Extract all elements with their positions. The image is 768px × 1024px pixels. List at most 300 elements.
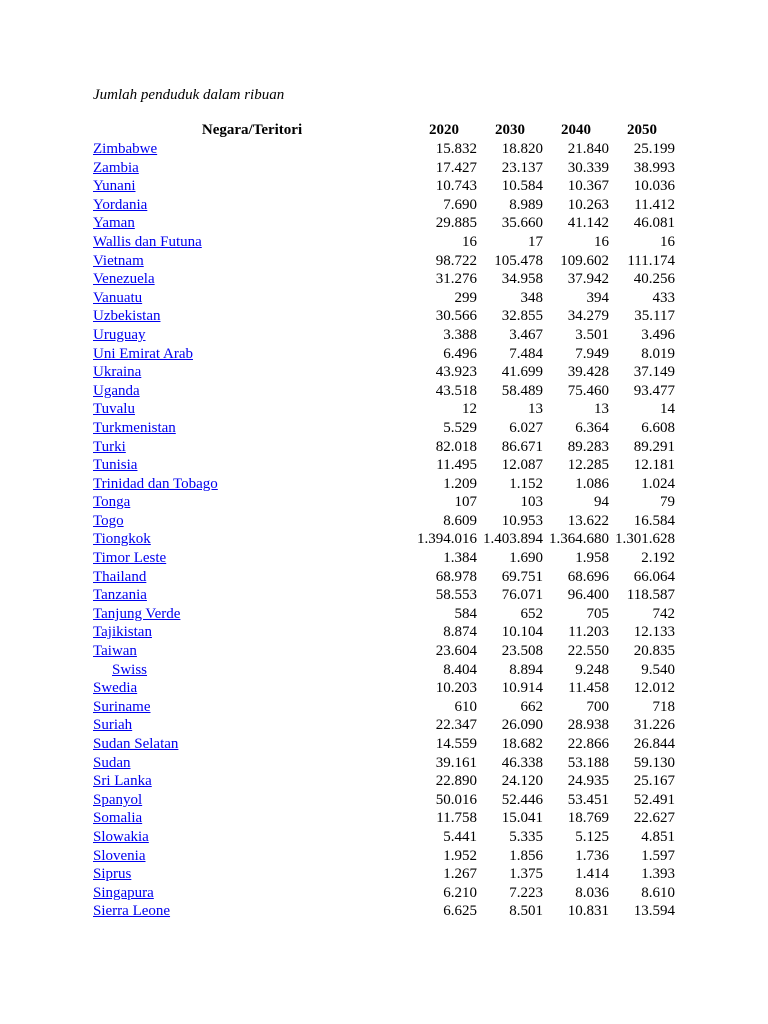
population-2020-cell: 43.518: [435, 382, 477, 399]
population-2040-cell: 394: [586, 289, 609, 306]
country-cell: [93, 326, 411, 345]
population-2050-cell: 11.412: [634, 196, 675, 213]
table-row: [93, 214, 675, 233]
population-2020-cell: 10.743: [435, 178, 477, 195]
table-row: [93, 661, 675, 680]
country-link[interactable]: Thailand: [93, 568, 147, 585]
population-2050-cell: 35.117: [634, 308, 675, 325]
country-cell: [93, 475, 411, 494]
country-link[interactable]: Swedia: [93, 680, 138, 697]
population-2040-cell: 5.125: [575, 828, 609, 845]
population-2050-cell: 4.851: [641, 828, 675, 845]
population-2050-cell: 66.064: [633, 568, 675, 585]
population-2020-cell: 15.832: [435, 141, 477, 157]
country-cell: [93, 828, 411, 847]
population-2030-cell: 24.120: [501, 773, 543, 790]
population-2040-cell: 10.831: [567, 903, 609, 920]
population-2030-cell: 10.104: [501, 624, 543, 641]
population-2020-cell: 1.384: [443, 550, 477, 567]
population-2040-cell: 34.279: [567, 308, 609, 325]
country-link[interactable]: Tajikistan: [93, 624, 152, 641]
country-link[interactable]: Wallis dan Futuna: [93, 233, 202, 250]
population-2050-cell: 8.019: [641, 345, 675, 362]
population-2040-cell: 700: [586, 698, 609, 715]
population-2020-cell: 16: [462, 233, 477, 250]
country-link[interactable]: Suriname: [93, 698, 151, 715]
population-2040-cell: 6.364: [575, 419, 609, 436]
country-cell: [93, 568, 411, 587]
population-2050-cell: 10.036: [633, 178, 675, 195]
header-country: Negara/Teritori: [201, 122, 303, 138]
population-2020-cell: 31.276: [435, 271, 477, 288]
population-2020-cell: 6.625: [443, 903, 477, 920]
country-link[interactable]: Vanuatu: [93, 289, 143, 306]
population-2050-cell: 9.540: [641, 661, 675, 678]
population-2040-cell: 96.400: [567, 587, 609, 604]
table-row: [93, 791, 675, 810]
country-cell: [93, 252, 411, 271]
population-2020-cell: 98.722: [435, 252, 477, 269]
population-2030-cell: 26.090: [501, 717, 543, 734]
population-2030-cell: 69.751: [501, 568, 543, 585]
population-2040-cell: 13: [594, 401, 609, 418]
population-2030-cell: 23.137: [501, 159, 543, 176]
population-2030-cell: 17: [528, 233, 543, 250]
population-2040-cell: 1.736: [575, 847, 609, 864]
country-link[interactable]: Vietnam: [93, 252, 144, 269]
country-link[interactable]: Yunani: [93, 178, 136, 195]
population-2040-cell: 16: [594, 233, 609, 250]
population-2050-cell: 12.012: [633, 680, 675, 697]
country-cell: [93, 586, 411, 605]
country-cell: [93, 270, 411, 289]
table-row: [93, 828, 675, 847]
header-2030: 2030: [495, 122, 525, 138]
population-2050-cell: 38.993: [633, 159, 675, 176]
population-2040-cell: 39.428: [567, 364, 609, 381]
population-2050-cell: 89.291: [633, 438, 675, 455]
table-row: [93, 438, 675, 457]
population-2040-cell: 109.602: [560, 252, 609, 269]
population-2020-cell: 82.018: [435, 438, 477, 455]
country-link[interactable]: Tanjung Verde: [93, 605, 181, 622]
population-2050-cell: 25.199: [633, 141, 675, 157]
table-row: [93, 512, 675, 531]
population-2020-cell: 8.609: [443, 512, 477, 529]
population-2040-cell: 68.696: [567, 568, 609, 585]
country-cell: [93, 847, 411, 866]
country-cell: [93, 512, 411, 531]
population-2040-cell: 37.942: [567, 271, 609, 288]
country-link[interactable]: Tunisia: [93, 457, 138, 474]
population-2040-cell: 1.086: [575, 475, 609, 492]
population-2020-cell: 8.404: [443, 661, 477, 678]
table-row: [93, 884, 675, 903]
country-cell: [93, 419, 411, 438]
country-link[interactable]: Sudan Selatan: [93, 736, 179, 752]
table-row: [93, 419, 675, 438]
population-2040-cell: 24.935: [567, 773, 609, 790]
population-2020-cell: 8.874: [443, 624, 477, 641]
country-link[interactable]: Tuvalu: [93, 401, 135, 418]
population-2050-cell: 6.608: [641, 419, 675, 436]
population-2020-cell: 22.347: [435, 717, 477, 734]
table-row: [93, 642, 675, 661]
country-cell: [93, 865, 411, 884]
population-2030-cell: 652: [520, 605, 543, 622]
country-link[interactable]: Uganda: [93, 382, 140, 399]
country-link[interactable]: Timor Leste: [93, 550, 167, 567]
table-row: [93, 493, 675, 512]
population-2030-cell: 34.958: [501, 271, 543, 288]
table-row: [93, 549, 675, 568]
country-cell: [93, 438, 411, 457]
population-table: [93, 121, 675, 921]
population-2020-cell: 299: [454, 289, 477, 306]
country-cell: [93, 363, 411, 382]
table-row: [93, 475, 675, 494]
table-row: [93, 456, 675, 475]
population-2020-cell: 7.690: [443, 196, 477, 213]
population-2030-cell: 7.223: [509, 884, 543, 901]
country-link[interactable]: Spanyol: [93, 791, 143, 808]
table-row: [93, 809, 675, 828]
country-cell: [93, 642, 411, 661]
population-2040-cell: 22.866: [567, 736, 609, 752]
country-link[interactable]: Sudan: [93, 754, 131, 771]
table-row: [93, 252, 675, 271]
population-2030-cell: 86.671: [501, 438, 543, 455]
population-2040-cell: 28.938: [567, 717, 609, 734]
population-2020-cell: 17.427: [435, 159, 477, 176]
population-2030-cell: 7.484: [509, 345, 543, 362]
population-2030-cell: 12.087: [501, 457, 543, 474]
population-2020-cell: 1.267: [443, 866, 477, 883]
table-row: [93, 605, 675, 624]
country-link[interactable]: Yordania: [93, 196, 148, 213]
population-2040-cell: 3.501: [575, 326, 609, 343]
table-caption: Jumlah penduduk dalam ribuan: [93, 87, 285, 103]
country-cell: [93, 177, 411, 196]
population-2030-cell: 1.403.894: [483, 531, 543, 548]
population-2020-cell: 68.978: [435, 568, 477, 585]
population-2020-cell: 1.394.016: [417, 531, 477, 548]
population-2020-cell: 39.161: [435, 754, 477, 771]
table-row: [93, 140, 675, 159]
population-2050-cell: 433: [652, 289, 675, 306]
table-row: [93, 865, 675, 884]
population-2040-cell: 10.367: [567, 178, 609, 195]
country-link[interactable]: Tiongkok: [93, 531, 151, 548]
country-cell: [93, 382, 411, 401]
population-2020-cell: 5.529: [443, 419, 477, 436]
table-row: [93, 698, 675, 717]
country-link[interactable]: Sri Lanka: [93, 773, 152, 790]
population-2030-cell: 10.914: [501, 680, 543, 697]
population-2030-cell: 46.338: [501, 754, 543, 771]
population-2020-cell: 43.923: [435, 364, 477, 381]
population-2030-cell: 1.375: [509, 866, 543, 883]
country-link[interactable]: Venezuela: [93, 271, 155, 288]
population-2030-cell: 15.041: [501, 810, 543, 827]
population-2030-cell: 1.856: [509, 847, 543, 864]
population-2050-cell: 13.594: [633, 903, 675, 920]
country-link[interactable]: Somalia: [93, 810, 143, 827]
country-cell: [93, 289, 411, 308]
population-2040-cell: 10.263: [567, 196, 609, 213]
country-cell: [93, 400, 411, 419]
population-2020-cell: 6.210: [443, 884, 477, 901]
country-link[interactable]: Swiss: [112, 661, 148, 678]
population-2020-cell: 610: [454, 698, 477, 715]
table-row: [93, 568, 675, 587]
population-2020-cell: 50.016: [435, 791, 477, 808]
country-cell: [93, 716, 411, 735]
population-2050-cell: 118.587: [626, 587, 675, 604]
population-2050-cell: 16: [660, 233, 675, 250]
country-cell: [93, 791, 411, 810]
country-link[interactable]: Zambia: [93, 159, 139, 176]
population-2020-cell: 10.203: [435, 680, 477, 697]
population-2050-cell: 742: [652, 605, 675, 622]
population-2020-cell: 1.952: [443, 847, 477, 864]
population-2040-cell: 21.840: [567, 141, 609, 157]
header-2050: 2050: [627, 122, 657, 138]
header-2040: 2040: [561, 122, 591, 138]
table-row: [93, 735, 675, 754]
population-2050-cell: 22.627: [633, 810, 675, 827]
country-cell: [93, 902, 411, 921]
population-2020-cell: 23.604: [435, 643, 477, 660]
country-cell: [93, 233, 411, 252]
population-2030-cell: 1.152: [509, 475, 543, 492]
population-2050-cell: 14: [660, 401, 675, 418]
population-2050-cell: 46.081: [633, 215, 675, 232]
population-2050-cell: 2.192: [641, 550, 675, 567]
table-header-row: [93, 121, 675, 140]
population-2030-cell: 76.071: [501, 587, 543, 604]
population-2050-cell: 718: [652, 698, 675, 715]
population-2040-cell: 89.283: [567, 438, 609, 455]
population-2030-cell: 5.335: [509, 828, 543, 845]
country-link[interactable]: Ukraina: [93, 364, 142, 381]
table-row: [93, 307, 675, 326]
population-2030-cell: 41.699: [501, 364, 543, 381]
population-2050-cell: 40.256: [633, 271, 675, 288]
table-row: [93, 345, 675, 364]
population-2040-cell: 18.769: [567, 810, 609, 827]
population-2030-cell: 18.682: [501, 736, 543, 752]
population-2020-cell: 11.758: [436, 810, 477, 827]
population-2020-cell: 14.559: [435, 736, 477, 752]
table-row: [93, 326, 675, 345]
population-2030-cell: 3.467: [509, 326, 543, 343]
population-2040-cell: 1.958: [575, 550, 609, 567]
population-2050-cell: 16.584: [633, 512, 675, 529]
population-2020-cell: 584: [454, 605, 477, 622]
population-2050-cell: 37.149: [633, 364, 675, 381]
population-2040-cell: 75.460: [567, 382, 609, 399]
population-2030-cell: 662: [520, 698, 543, 715]
country-cell: [93, 196, 411, 215]
country-link[interactable]: Suriah: [93, 717, 133, 734]
population-2020-cell: 29.885: [435, 215, 477, 232]
country-cell: [93, 661, 411, 680]
population-2040-cell: 705: [586, 605, 609, 622]
country-link[interactable]: Slovenia: [93, 847, 146, 864]
country-link[interactable]: Uruguay: [93, 326, 146, 343]
country-link[interactable]: Singapura: [93, 884, 154, 901]
population-2040-cell: 30.339: [567, 159, 609, 176]
population-2040-cell: 13.622: [567, 512, 609, 529]
population-2050-cell: 20.835: [633, 643, 675, 660]
population-2030-cell: 10.584: [501, 178, 543, 195]
population-2050-cell: 93.477: [633, 382, 675, 399]
population-2020-cell: 3.388: [443, 326, 477, 343]
table-row: [93, 196, 675, 215]
country-link[interactable]: Slowakia: [93, 828, 149, 845]
population-2020-cell: 22.890: [435, 773, 477, 790]
population-2050-cell: 59.130: [633, 754, 675, 771]
country-cell: [93, 772, 411, 791]
country-link[interactable]: Taiwan: [93, 643, 137, 660]
country-cell: [93, 493, 411, 512]
population-2050-cell: 25.167: [633, 773, 675, 790]
population-2050-cell: 1.024: [641, 475, 675, 492]
population-2040-cell: 41.142: [567, 215, 609, 232]
table-row: [93, 382, 675, 401]
country-link[interactable]: Sierra Leone: [93, 903, 171, 920]
population-2040-cell: 8.036: [575, 884, 609, 901]
table-row: [93, 400, 675, 419]
country-link[interactable]: Tanzania: [93, 587, 147, 604]
country-link[interactable]: Yaman: [93, 215, 135, 232]
table-row: [93, 679, 675, 698]
country-link[interactable]: Trinidad dan Tobago: [93, 475, 218, 492]
population-2030-cell: 103: [520, 494, 543, 511]
population-2020-cell: 1.209: [443, 475, 477, 492]
population-2020-cell: 6.496: [443, 345, 477, 362]
population-2050-cell: 52.491: [633, 791, 675, 808]
country-link[interactable]: Uni Emirat Arab: [93, 345, 193, 362]
population-2040-cell: 7.949: [575, 345, 609, 362]
country-link[interactable]: Tonga: [93, 494, 131, 511]
table-row: [93, 270, 675, 289]
country-cell: [93, 345, 411, 364]
table-row: [93, 586, 675, 605]
table-row: [93, 177, 675, 196]
population-2030-cell: 1.690: [509, 550, 543, 567]
population-2020-cell: 12: [462, 401, 477, 418]
population-2030-cell: 32.855: [501, 308, 543, 325]
country-link[interactable]: Togo: [93, 512, 124, 529]
population-2040-cell: 1.414: [575, 866, 609, 883]
population-2040-cell: 94: [594, 494, 609, 511]
country-link[interactable]: Zimbabwe: [93, 141, 158, 157]
population-2030-cell: 105.478: [494, 252, 543, 269]
population-2030-cell: 10.953: [501, 512, 543, 529]
population-2020-cell: 11.495: [436, 457, 477, 474]
table-row: [93, 623, 675, 642]
population-2040-cell: 22.550: [567, 643, 609, 660]
country-link[interactable]: Siprus: [93, 866, 132, 883]
country-cell: [93, 159, 411, 178]
population-2030-cell: 18.820: [501, 141, 543, 157]
population-2020-cell: 30.566: [435, 308, 477, 325]
country-cell: [93, 679, 411, 698]
population-2020-cell: 107: [454, 494, 477, 511]
country-link[interactable]: Uzbekistan: [93, 308, 161, 325]
country-cell: [93, 530, 411, 549]
population-2030-cell: 348: [520, 289, 543, 306]
table-row: [93, 159, 675, 178]
country-cell: [93, 140, 411, 159]
population-2030-cell: 8.989: [509, 196, 543, 213]
country-cell: [93, 214, 411, 233]
population-2030-cell: 6.027: [509, 419, 543, 436]
population-2040-cell: 12.285: [567, 457, 609, 474]
country-cell: [93, 549, 411, 568]
population-2030-cell: 8.501: [509, 903, 543, 920]
population-2030-cell: 8.894: [509, 661, 543, 678]
population-2050-cell: 1.393: [641, 866, 675, 883]
country-cell: [93, 809, 411, 828]
table-row: [93, 363, 675, 382]
population-2030-cell: 58.489: [501, 382, 543, 399]
population-2050-cell: 1.301.628: [615, 531, 675, 548]
population-2030-cell: 13: [528, 401, 543, 418]
population-2050-cell: 12.181: [633, 457, 675, 474]
population-2040-cell: 11.458: [568, 680, 609, 697]
country-cell: [93, 698, 411, 717]
country-link[interactable]: Turki: [93, 438, 126, 455]
table-row: [93, 772, 675, 791]
population-2030-cell: 23.508: [501, 643, 543, 660]
table-row: [93, 902, 675, 921]
population-2020-cell: 5.441: [443, 828, 477, 845]
country-cell: [93, 605, 411, 624]
population-2040-cell: 53.451: [567, 791, 609, 808]
population-2040-cell: 1.364.680: [549, 531, 609, 548]
population-2020-cell: 58.553: [435, 587, 477, 604]
population-2040-cell: 53.188: [567, 754, 609, 771]
table-row: [93, 754, 675, 773]
table-row: [93, 289, 675, 308]
country-cell: [93, 735, 411, 754]
population-2050-cell: 12.133: [633, 624, 675, 641]
table-body: [93, 140, 675, 921]
country-cell: [93, 884, 411, 903]
table-row: [93, 530, 675, 549]
population-2050-cell: 79: [660, 494, 675, 511]
population-2050-cell: 1.597: [641, 847, 675, 864]
table-row: [93, 716, 675, 735]
population-2040-cell: 11.203: [568, 624, 609, 641]
table-row: [93, 233, 675, 252]
population-2040-cell: 9.248: [575, 661, 609, 678]
country-cell: [93, 307, 411, 326]
table-row: [93, 847, 675, 866]
country-link[interactable]: Turkmenistan: [93, 419, 176, 436]
population-2030-cell: 52.446: [501, 791, 543, 808]
population-2030-cell: 35.660: [501, 215, 543, 232]
country-cell: [93, 456, 411, 475]
header-2020: 2020: [429, 122, 459, 138]
population-2050-cell: 31.226: [633, 717, 675, 734]
population-2050-cell: 26.844: [633, 736, 675, 752]
population-2050-cell: 3.496: [641, 326, 675, 343]
country-cell: [93, 623, 411, 642]
